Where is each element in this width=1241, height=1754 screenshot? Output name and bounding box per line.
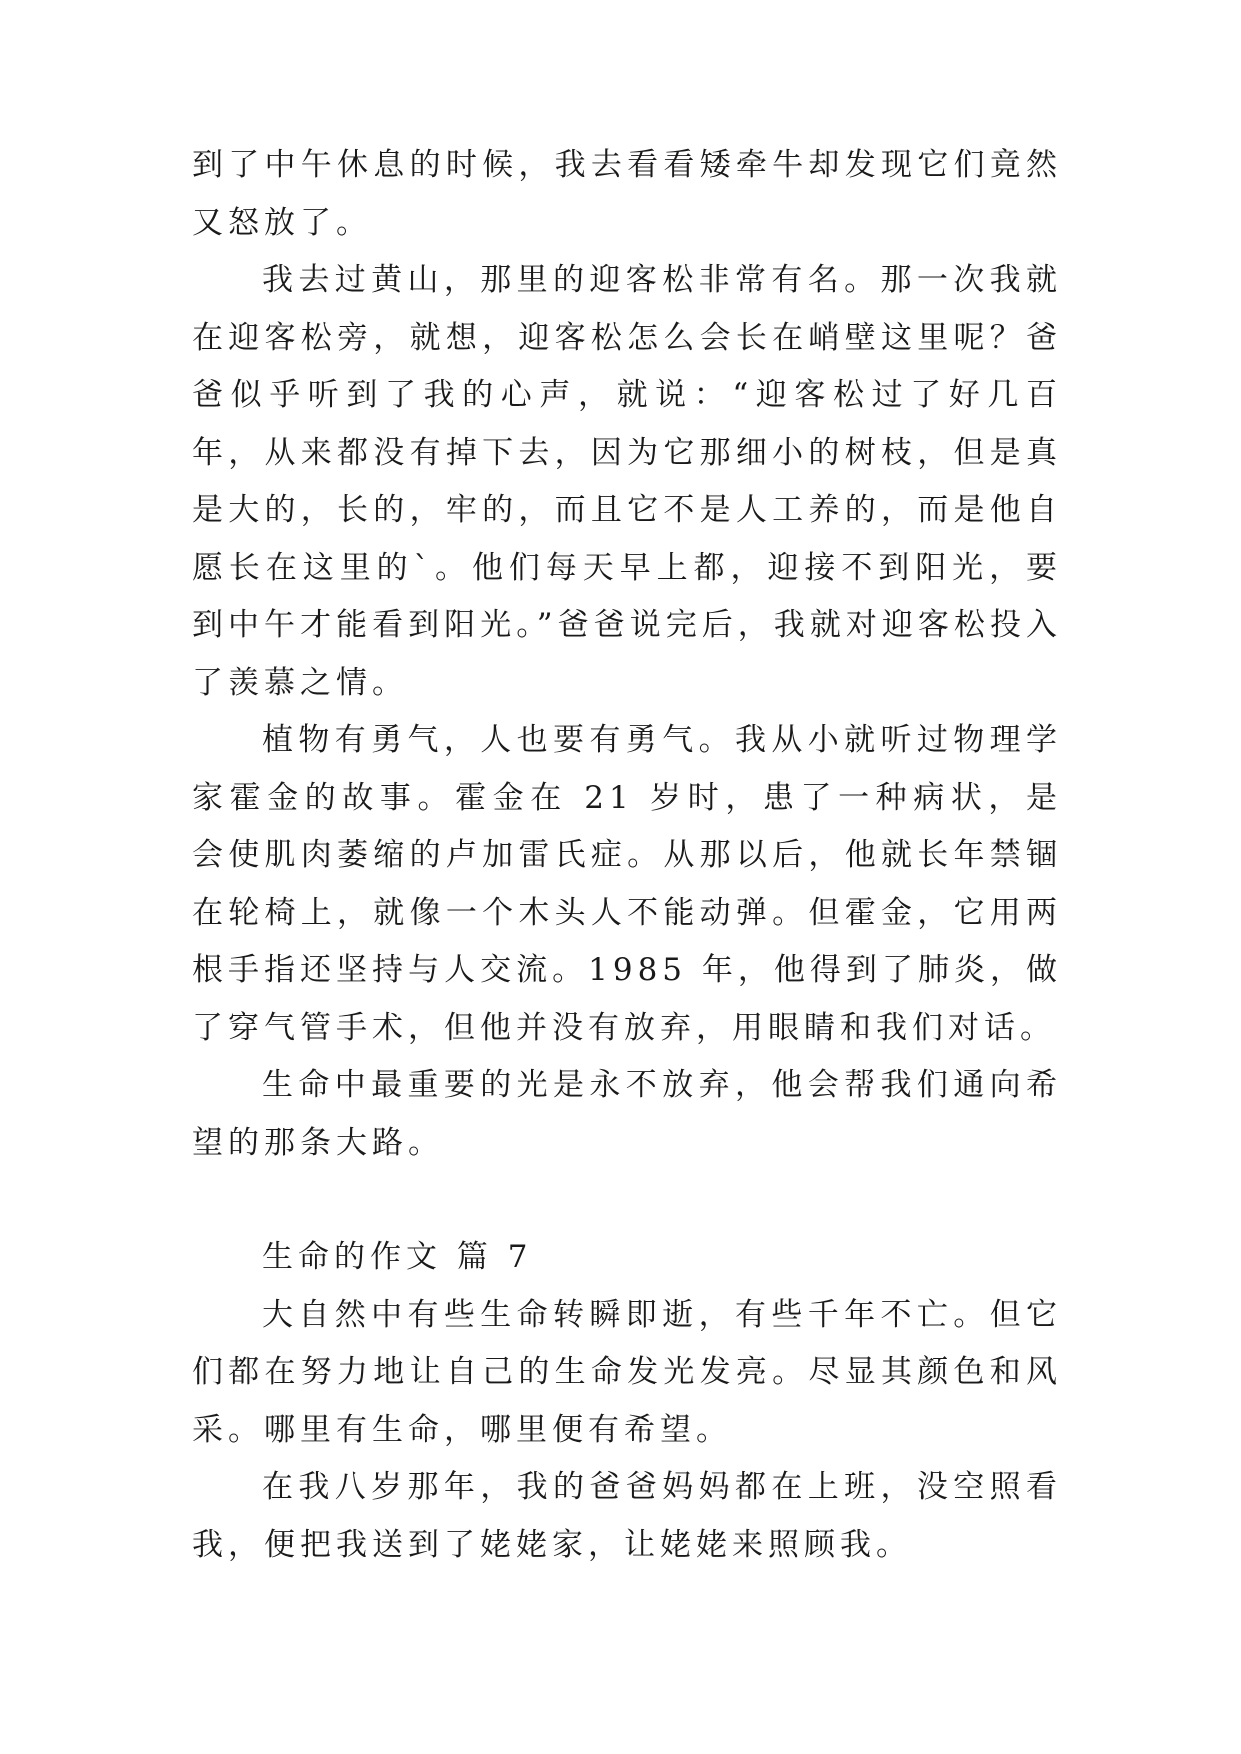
section-gap [192, 1172, 1062, 1229]
paragraph-hawking: 植物有勇气，人也要有勇气。我从小就听过物理学家霍金的故事。霍金在 21 岁时，患了一种病状，是会使肌肉萎缩的卢加雷氏症。从那以后，他就长年禁锢在轮椅上，就像一个木头人不能动弹。但霍金，它用两根手指还坚持与人交流。1985 年，他得到了肺炎，做了穿气管手术，但他并没有放弃，用眼睛和我们对话。 [192, 722, 1062, 1046]
section-heading: 生命的作文 篇 7 [262, 1239, 533, 1275]
essay-body [192, 137, 1062, 1574]
paragraph-nature: 大自然中有些生命转瞬即逝，有些千年不亡。但它们都在努力地让自己的生命发光发亮。尽显其颜色和风采。哪里有生命，哪里便有希望。 [192, 1296, 1062, 1448]
paragraph-conclusion: 生命中最重要的光是永不放弃，他会帮我们通向希望的那条大路。 [192, 1067, 1062, 1161]
paragraph-huangshan: 我去过黄山，那里的迎客松非常有名。那一次我就在迎客松旁，就想，迎客松怎么会长在峭壁这里呢？爸爸似乎听到了我的心声，就说：“迎客松过了好几百年，从来都没有掉下去，因为它那细小的树枝，但是真是大的，长的，牢的，而且它不是人工养的，而是他自愿长在这里的`。他们每天早上都，迎接不到阳光，要到中午才能看到阳光。”爸爸说完后，我就对迎客松投入了羡慕之情。 [192, 262, 1062, 701]
paragraph-childhood: 在我八岁那年，我的爸爸妈妈都在上班，没空照看我，便把我送到了姥姥家，让姥姥来照顾我。 [192, 1469, 1062, 1563]
paragraph-continued: 到了中午休息的时候，我去看看矮牵牛却发现它们竟然又怒放了。 [192, 147, 1062, 241]
